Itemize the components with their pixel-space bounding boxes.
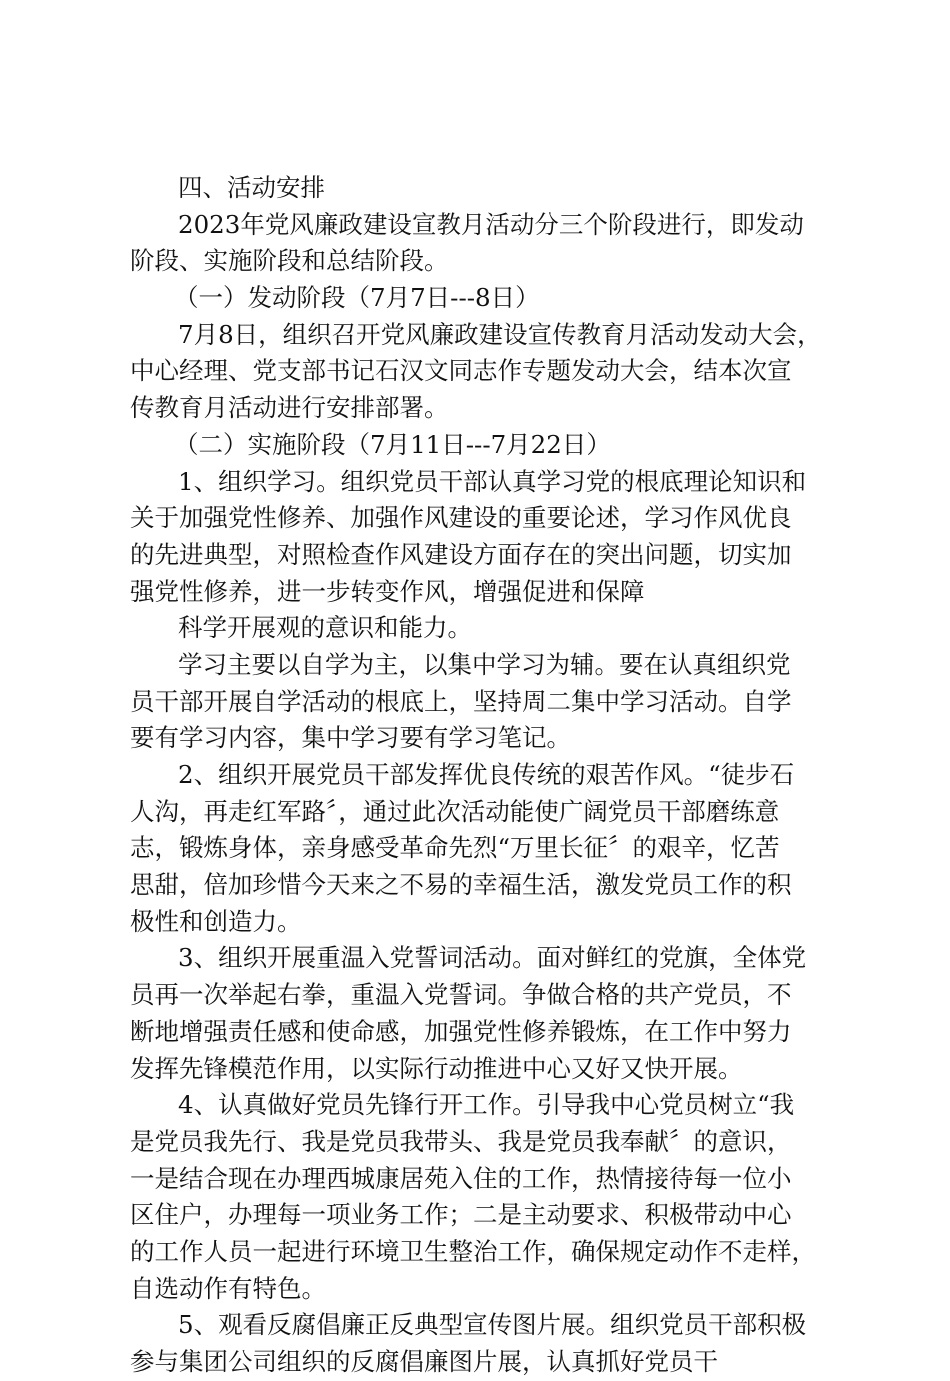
document-line: 区住户，办理每一项业务工作；二是主动要求、积极带动中心 <box>130 1200 792 1230</box>
document-line: 传教育月活动进行安排部署。 <box>130 393 449 423</box>
document-line: 学习主要以自学为主，以集中学习为辅。要在认真组织党 <box>178 649 791 679</box>
document-line: 是党员我先行、我是党员我带头、我是党员我奉献〞的意识， <box>130 1126 792 1156</box>
document-line: 科学开展观的意识和能力。 <box>178 613 472 643</box>
document-line: 的先进典型，对照检查作风建设方面存在的突出问题，切实加 <box>130 539 792 569</box>
document-line: 关于加强党性修养、加强作风建设的重要论述，学习作风优良 <box>130 503 792 533</box>
document-line: 阶段、实施阶段和总结阶段。 <box>130 246 449 276</box>
document-line: 7月8日，组织召开党风廉政建设宣传教育月活动发动大会， <box>178 319 822 349</box>
document-line: 中心经理、党支部书记石汉文同志作专题发动大会，结本次宣 <box>130 356 792 386</box>
document-body <box>130 170 845 1381</box>
document-line: 1、组织学习。组织党员干部认真学习党的根底理论知识和 <box>178 466 807 496</box>
document-line: 参与集团公司组织的反腐倡廉图片展，认真抓好党员干 <box>130 1347 718 1376</box>
document-line: 四、活动安排 <box>178 173 325 202</box>
document-line: （一）发动阶段（7月7日---8日） <box>174 283 540 313</box>
document-line: （二）实施阶段（7月11日---7月22日） <box>174 429 611 459</box>
document-line: 人沟，再走红军路〞，通过此次活动能使广阔党员干部磨练意 <box>130 796 780 826</box>
document-line: 思甜，倍加珍惜今天来之不易的幸福生活，激发党员工作的积 <box>130 870 792 900</box>
document-line: 5、观看反腐倡廉正反典型宣传图片展。组织党员干部积极 <box>178 1310 807 1340</box>
document-line: 一是结合现在办理西城康居苑入住的工作，热情接待每一位小 <box>130 1163 792 1193</box>
document-line: 要有学习内容，集中学习要有学习笔记。 <box>130 723 571 753</box>
document-line: 发挥先锋模范作用，以实际行动推进中心又好又快开展。 <box>130 1053 743 1083</box>
document-line: 志，锻炼身体，亲身感受革命先烈“万里长征〞的艰辛，忆苦 <box>130 833 780 863</box>
document-line: 3、组织开展重温入党誓词活动。面对鲜红的党旗，全体党 <box>178 943 807 973</box>
document-line: 断地增强责任感和使命感，加强党性修养锻炼，在工作中努力 <box>130 1016 792 1046</box>
document-line: 2、组织开展党员干部发挥优良传统的艰苦作风。“徒步石 <box>178 760 795 789</box>
document-line: 强党性修养，进一步转变作风，增强促进和保障 <box>130 576 645 606</box>
document-line: 4、认真做好党员先锋行开工作。引导我中心党员树立“我 <box>178 1090 795 1120</box>
document-line: 员再一次举起右拳，重温入党誓词。争做合格的共产党员，不 <box>130 980 792 1010</box>
document-line: 员干部开展自学活动的根底上，坚持周二集中学习活动。自学 <box>130 686 792 716</box>
document-line: 极性和创造力。 <box>130 906 302 936</box>
document-line: 的工作人员一起进行环境卫生整治工作，确保规定动作不走样， <box>130 1236 816 1266</box>
document-line: 自选动作有特色。 <box>130 1273 326 1303</box>
document-line: 2023年党风廉政建设宣教月活动分三个阶段进行，即发动 <box>178 209 804 239</box>
